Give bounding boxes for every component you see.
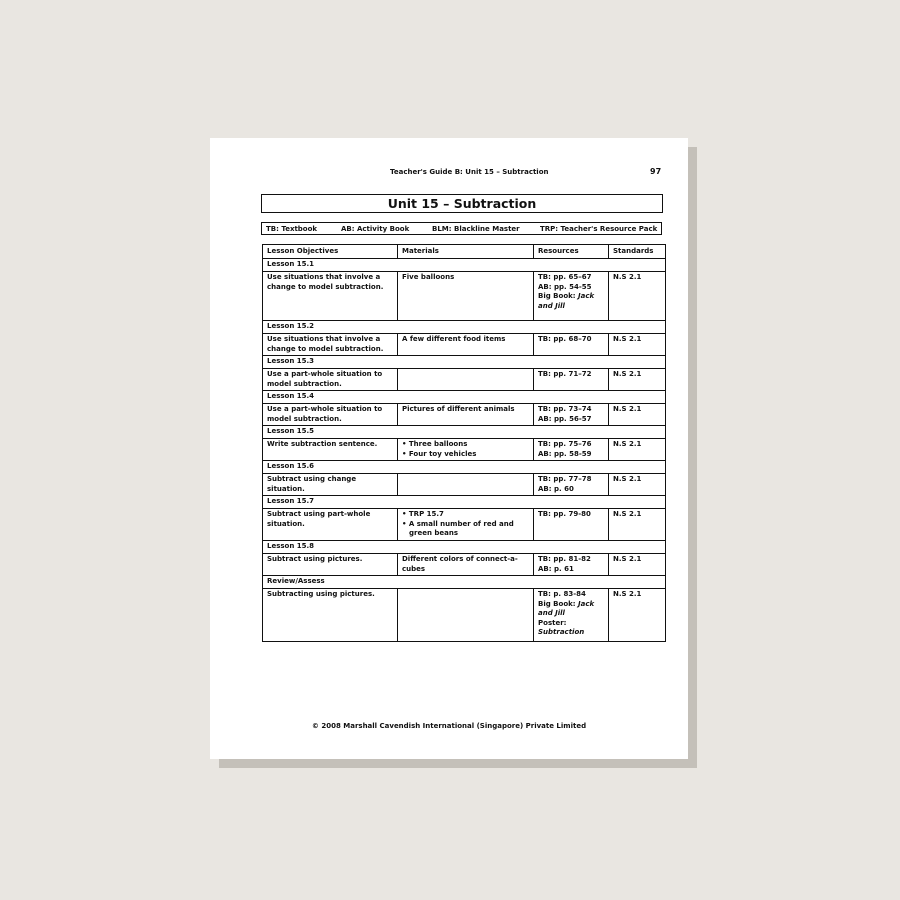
standard-cell: N.S 2.1 [609,509,666,541]
lesson-label: Lesson 15.7 [263,496,666,509]
resource-line: TB: pp. 77–78 [538,475,592,483]
lesson-table-body [263,259,666,642]
italic-title: Jack [578,292,595,300]
objective-cell: Subtract using pictures. [263,554,398,576]
objective-cell: Use a part-whole situation to model subtraction. [263,404,398,426]
italic-title: and Jill [538,301,565,310]
materials-item: • TRP 15.7 [402,510,444,518]
lesson-label-row [263,496,666,509]
resource-line: Big Book: Jack [538,292,595,300]
copyright-footer: © 2008 Marshall Cavendish International (Singapore) Private Limited [311,722,587,730]
col-header-materials: Materials [398,245,534,259]
resource-line: TB: pp. 81-82 [538,555,591,563]
resource-line: Big Book: Jack [538,599,595,608]
materials-text: Different colors of connect-a-cubes [402,555,518,573]
lesson-label-row [263,259,666,272]
objective-cell: Use a part-whole situation to model subtraction. [263,369,398,391]
resource-line: AB: p. 60 [538,484,574,493]
lesson-detail-row [263,589,666,642]
lesson-label-row [263,541,666,554]
materials-list [402,510,529,539]
lesson-label-row [263,356,666,369]
resource-line: AB: pp. 58-59 [538,449,592,458]
lesson-label: Lesson 15.6 [263,461,666,474]
lesson-detail-row [263,439,666,461]
italic-title: and Jill [538,609,565,617]
objective-cell: Subtract using part-whole situation. [263,509,398,541]
standard-cell: N.S 2.1 [609,554,666,576]
resources-cell [534,554,609,576]
objective-cell: Subtract using change situation. [263,474,398,496]
lesson-label: Lesson 15.8 [263,541,666,554]
materials-text: Pictures of different animals [402,405,515,413]
resource-line: TB: pp. 75–76 [538,440,592,448]
resource-line: TB: p. 83-84 [538,590,586,598]
legend-ab: AB: Activity Book [341,225,410,233]
objective-cell: Use situations that involve a change to model subtraction. [263,272,398,321]
resource-line: AB: pp. 54-55 [538,282,592,291]
materials-list [402,440,529,459]
objective-cell: Subtracting using pictures. [263,589,398,642]
col-header-standards: Standards [609,245,666,259]
lesson-label-row [263,576,666,589]
legend-trp: TRP: Teacher's Resource Pack [540,225,658,233]
resource-line: TB: pp. 79-80 [538,510,591,518]
resource-line [538,628,604,638]
standard-cell: N.S 2.1 [609,404,666,426]
legend-blm: BLM: Blackline Master [432,225,520,233]
resource-line: TB: pp. 68–70 [538,335,592,343]
resources-cell [534,589,609,642]
materials-cell [398,509,534,541]
standard-cell: N.S 2.1 [609,369,666,391]
lesson-label-row [263,461,666,474]
standard-cell: N.S 2.1 [609,334,666,356]
materials-item: • Four toy vehicles [402,449,477,458]
page-number: 97 [650,167,662,176]
lesson-detail-row [263,554,666,576]
document-page [210,138,688,759]
resource-line: TB: pp. 65–67 [538,273,592,281]
resource-line: TB: pp. 73–74 [538,405,592,413]
resources-cell [534,474,609,496]
lesson-label: Lesson 15.3 [263,356,666,369]
lesson-label-row [263,426,666,439]
materials-cell [398,589,534,642]
materials-item: • Three balloons [402,440,468,448]
lesson-label: Lesson 15.1 [263,259,666,272]
resources-cell [534,439,609,461]
lesson-label-row [263,391,666,404]
col-header-objectives: Lesson Objectives [263,245,398,259]
italic-title: Jack [578,599,595,608]
lesson-detail-row [263,474,666,496]
materials-text: Five balloons [402,273,455,281]
abbreviation-legend [261,222,662,235]
resource-line [538,609,604,619]
resource-line: AB: pp. 56-57 [538,414,592,423]
lesson-label: Review/Assess [263,576,666,589]
resource-line: TB: pp. 71–72 [538,370,592,378]
standard-cell: N.S 2.1 [609,272,666,321]
lesson-label: Lesson 15.2 [263,321,666,334]
materials-cell [398,369,534,391]
col-header-resources: Resources [534,245,609,259]
standard-cell: N.S 2.1 [609,439,666,461]
materials-cell [398,272,534,321]
resources-cell [534,334,609,356]
resources-cell [534,509,609,541]
objective-cell: Use situations that involve a change to model subtraction. [263,334,398,356]
standard-cell: N.S 2.1 [609,474,666,496]
objective-cell: Write subtraction sentence. [263,439,398,461]
resource-line [538,302,604,312]
lesson-detail-row [263,404,666,426]
lesson-detail-row [263,272,666,321]
legend-tb: TB: Textbook [266,225,318,233]
materials-cell [398,404,534,426]
materials-cell [398,474,534,496]
resources-cell [534,404,609,426]
lesson-label-row [263,321,666,334]
resource-line: AB: p. 61 [538,564,574,573]
lesson-detail-row [263,334,666,356]
running-header: Teacher's Guide B: Unit 15 – Subtraction [390,168,549,176]
lesson-label: Lesson 15.4 [263,391,666,404]
materials-cell [398,439,534,461]
italic-title: Subtraction [538,628,585,636]
materials-text: A few different food items [402,335,506,343]
resources-cell [534,272,609,321]
standard-cell: N.S 2.1 [609,589,666,642]
materials-item: • A small number of red and green beans [402,519,514,537]
resource-line: Poster: [538,618,567,627]
lesson-detail-row [263,369,666,391]
materials-cell [398,334,534,356]
lesson-plan-table [262,244,666,642]
table-header-row [263,245,666,259]
lesson-label: Lesson 15.5 [263,426,666,439]
lesson-detail-row [263,509,666,541]
unit-title: Unit 15 – Subtraction [261,194,663,213]
resources-cell [534,369,609,391]
materials-cell [398,554,534,576]
